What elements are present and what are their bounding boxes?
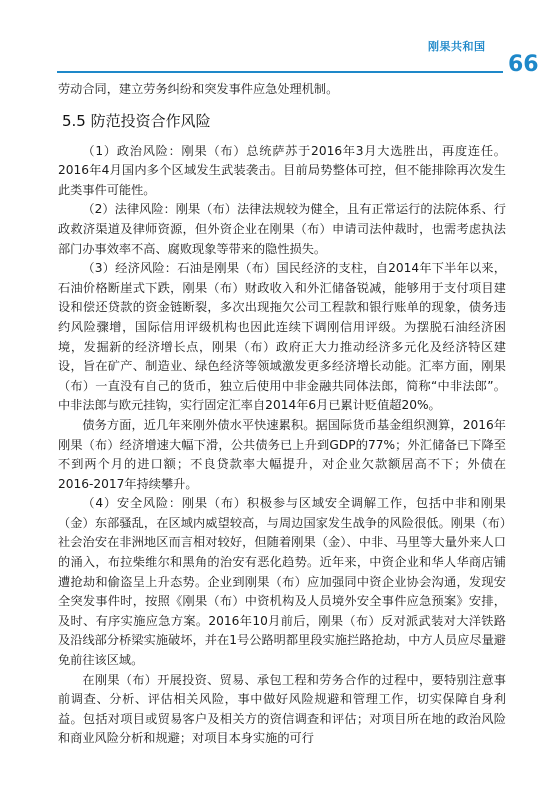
header-divider xyxy=(57,71,503,73)
paragraph-security-risk: （4）安全风险：刚果（布）积极参与区域安全调解工作，包括中非和刚果（金）东部骚乱，在区域内威望较高，与周边国家发生战争的风险很低。刚果（布）社会治安在非洲地区而言相对较好，但随着刚果（金）、中非、马里等大量外来人口的涌入，布拉柴维尔和黑角的治安有恶化趋势。近年来，中资企业和华人华商店铺遭抢劫和偷盗呈上升态势。企业到刚果（布）应加强同中资企业协会沟通，发现安全突发事件时，按照《刚果（布）中资机构及人员境外安全事件应急预案》安排，及时、有序实施应急方案。2016年10月前后，刚果（布）反对派武装对大洋铁路及沿线部分桥梁实施破坏，并在1号公路明都里段实施拦路抢劫，中方人员应尽量避免前往该区域。 xyxy=(58,496,506,668)
paragraph-debt: 债务方面，近几年来刚外债水平快速累积。据国际货币基金组织测算，2016年刚果（布）经济增速大幅下滑，公共债务已上升到GDP的77%；外汇储备已下降至不到两个月的进口额；不良贷款率大幅提升，对企业欠款额居高不下；外债在2016-2017年持续攀升。 xyxy=(58,417,506,491)
page-number: 66 xyxy=(508,52,539,77)
running-header-country: 刚果共和国 xyxy=(428,40,486,53)
page-body xyxy=(58,80,506,749)
continuation-paragraph: 劳动合同，建立劳务纠纷和突发事件应急处理机制。 xyxy=(58,82,339,96)
paragraph-legal-risk: （2）法律风险：刚果（布）法律法规较为健全，且有正常运行的法院体系、行政救济渠道及律师资源，但外资企业在刚果（布）申请司法仲裁时，也需考虑执法部门办事效率不高、腐败现象等带来的隐性损失。 xyxy=(58,202,506,256)
section-heading: 5.5 防范投资合作风险 xyxy=(62,111,211,130)
paragraph-economic-risk: （3）经济风险：石油是刚果（布）国民经济的支柱，自2014年下半年以来，石油价格断崖式下跌，刚果（布）财政收入和外汇储备锐减，能够用于支付项目建设和偿还贷款的资金链断裂，多次出现拖欠公司工程款和银行账单的现象，债务违约风险骤增，国际信用评级机构也因此连续下调刚信用评级。为摆脱石油经济困境，发掘新的经济增长点，刚果（布）政府正大力推动经济多元化及经济特区建设，旨在矿产、制造业、绿色经济等领域激发更多经济增长动能。汇率方面，刚果（布）一直没有自己的货币，独立后使用中非金融共同体法郎，简称“中非法郎”。中非法郎与欧元挂钩，实行固定汇率自2014年6月已累计贬值超20%。 xyxy=(58,261,506,413)
paragraph-political-risk: （1）政治风险：刚果（布）总统萨苏于2016年3月大选胜出，再度连任。2016年4月国内多个区域发生武装袭击。目前局势整体可控，但不能排除再次发生此类事件可能性。 xyxy=(58,143,506,197)
paragraph-precautions: 在刚果（布）开展投资、贸易、承包工程和劳务合作的过程中，要特别注意事前调查、分析、评估相关风险，事中做好风险规避和管理工作，切实保障自身利益。包括对项目或贸易客户及相关方的资信调查和评估；对项目所在地的政治风险和商业风险分析和规避；对项目本身实施的可行 xyxy=(58,672,506,746)
